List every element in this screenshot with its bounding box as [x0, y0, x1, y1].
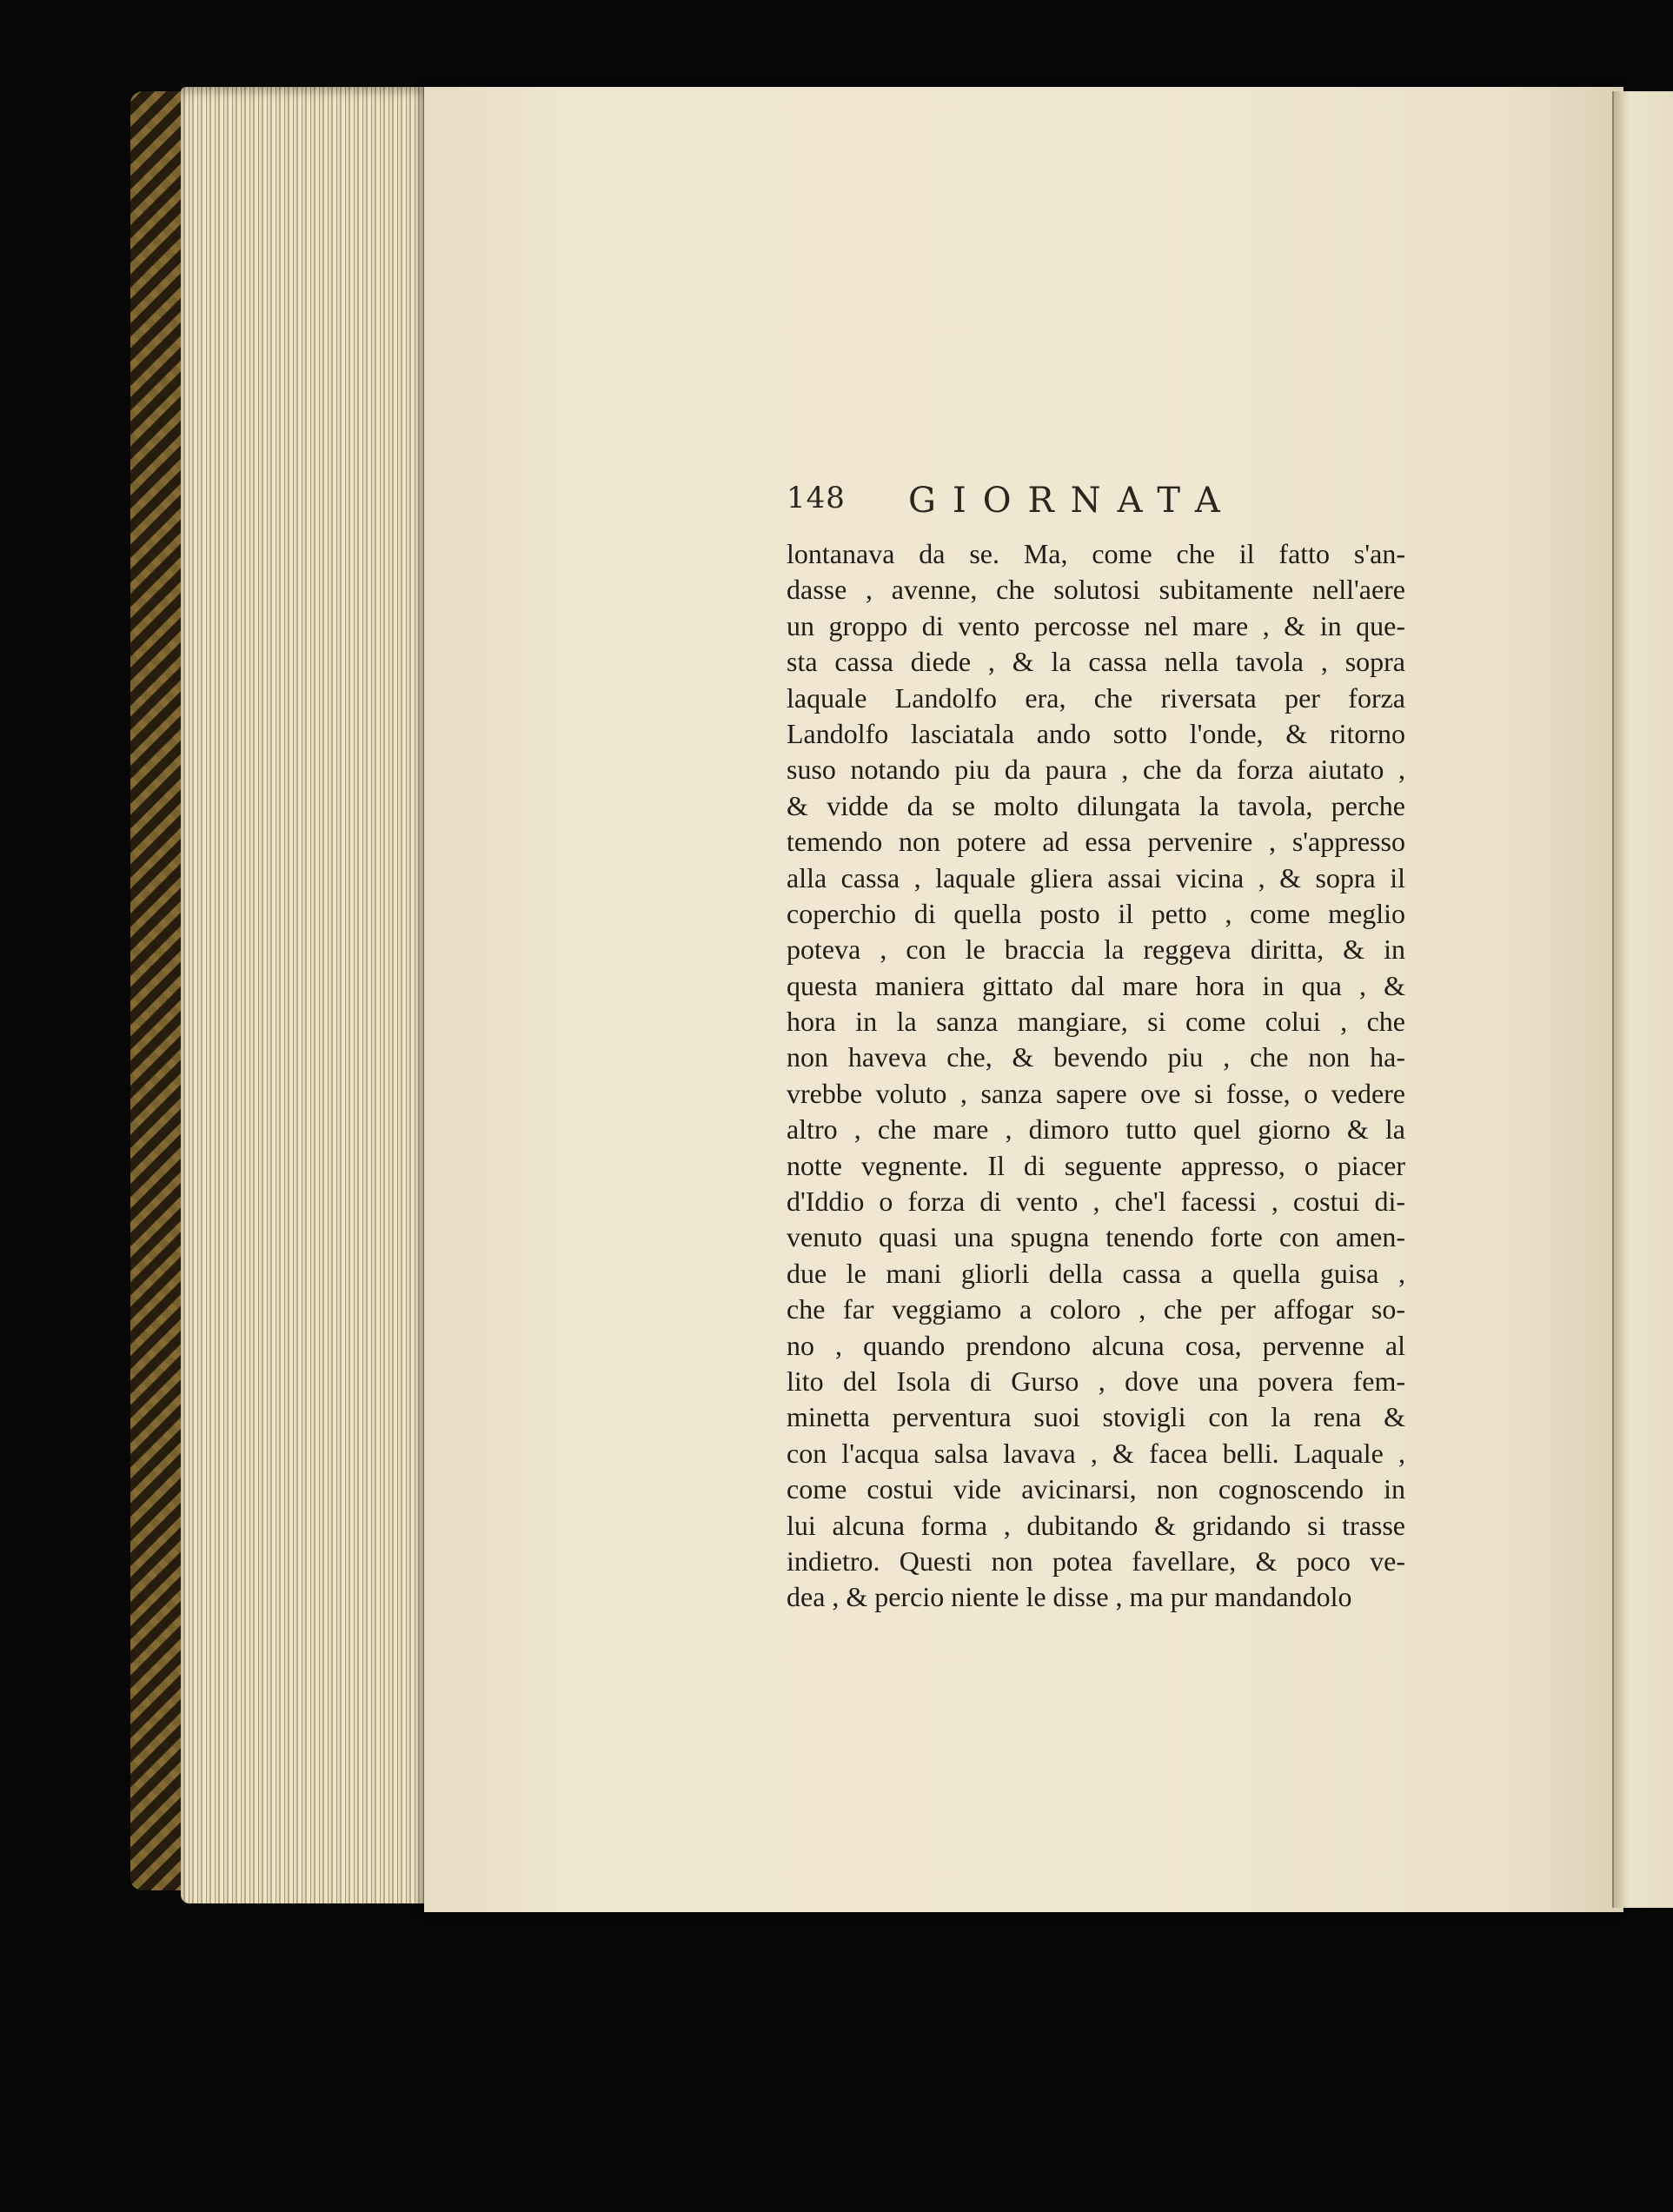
- text-line: d'Iddio o forza di vento , che'l facessi , costui di-: [787, 1186, 1405, 1218]
- text-line: & vidde da se molto dilungata la tavola, perche: [787, 789, 1405, 821]
- text-line: dasse , avenne, che solutosi subitamente nell'aere: [787, 574, 1405, 606]
- text-line: minetta perventura suoi stovigli con la rena &: [787, 1401, 1405, 1433]
- text-line: lontanava da se. Ma, come che il fatto s'an-: [787, 538, 1405, 569]
- text-line: no , quando prendono alcuna cosa, pervenne al: [787, 1329, 1405, 1361]
- text-line: suso notando piu da paura , che da forza aiutato ,: [787, 754, 1405, 786]
- running-head: [787, 481, 1312, 524]
- text-line: sta cassa diede , & la cassa nella tavola , sopra: [787, 646, 1405, 678]
- text-line: un groppo di vento percosse nel mare , & in que-: [787, 609, 1405, 641]
- text-line: alla cassa , laquale gliera assai vicina , & sopra il: [787, 861, 1405, 893]
- text-line: che far veggiamo a coloro , che per affogar so-: [787, 1293, 1405, 1325]
- text-line: questa maniera gittato dal mare hora in qua , &: [787, 969, 1405, 1001]
- running-head-title: GIORNATA: [908, 481, 1237, 521]
- text-line: hora in la sanza mangiare, si come colui , che: [787, 1006, 1405, 1038]
- text-line: vrebbe voluto , sanza sapere ove si fosse, o vedere: [787, 1077, 1405, 1109]
- text-line: come costui vide avicinarsi, non cognoscendo in: [787, 1473, 1405, 1505]
- text-line: poteva , con le braccia la reggeva diritta, & in: [787, 933, 1405, 966]
- text-line: lito del Isola di Gurso , dove una povera fem-: [787, 1365, 1405, 1397]
- facing-page-edge: [1612, 91, 1673, 1908]
- text-line: coperchio di quella posto il petto , come meglio: [787, 897, 1405, 929]
- text-line: indietro. Questi non potea favellare, & poco ve-: [787, 1544, 1405, 1577]
- text-line: venuto quasi una spugna tenendo forte con amen-: [787, 1221, 1405, 1253]
- text-line: temendo non potere ad essa pervenire , s'appresso: [787, 826, 1405, 858]
- text-line: con l'acqua salsa lavava , & facea belli. Laquale ,: [787, 1437, 1405, 1469]
- text-line: due le mani gliorli della cassa a quella guisa ,: [787, 1257, 1405, 1289]
- book-spine: [130, 91, 184, 1890]
- text-line: lui alcuna forma , dubitando & gridando si trasse: [787, 1509, 1405, 1541]
- text-line: Landolfo lasciatala ando sotto l'onde, & ritorno: [787, 717, 1405, 749]
- text-line: notte vegnente. Il di seguente appresso, o piacer: [787, 1149, 1405, 1181]
- page-edges: [181, 87, 433, 1903]
- text-line: laquale Landolfo era, che riversata per forza: [787, 681, 1405, 714]
- page-number: 148: [787, 481, 846, 515]
- text-line: dea , & percio niente le disse , ma pur mandandolo: [787, 1581, 1352, 1613]
- text-line: non haveva che, & bevendo piu , che non ha-: [787, 1041, 1405, 1073]
- body-text: [787, 536, 1405, 1616]
- text-line: altro , che mare , dimoro tutto quel giorno & la: [787, 1113, 1405, 1146]
